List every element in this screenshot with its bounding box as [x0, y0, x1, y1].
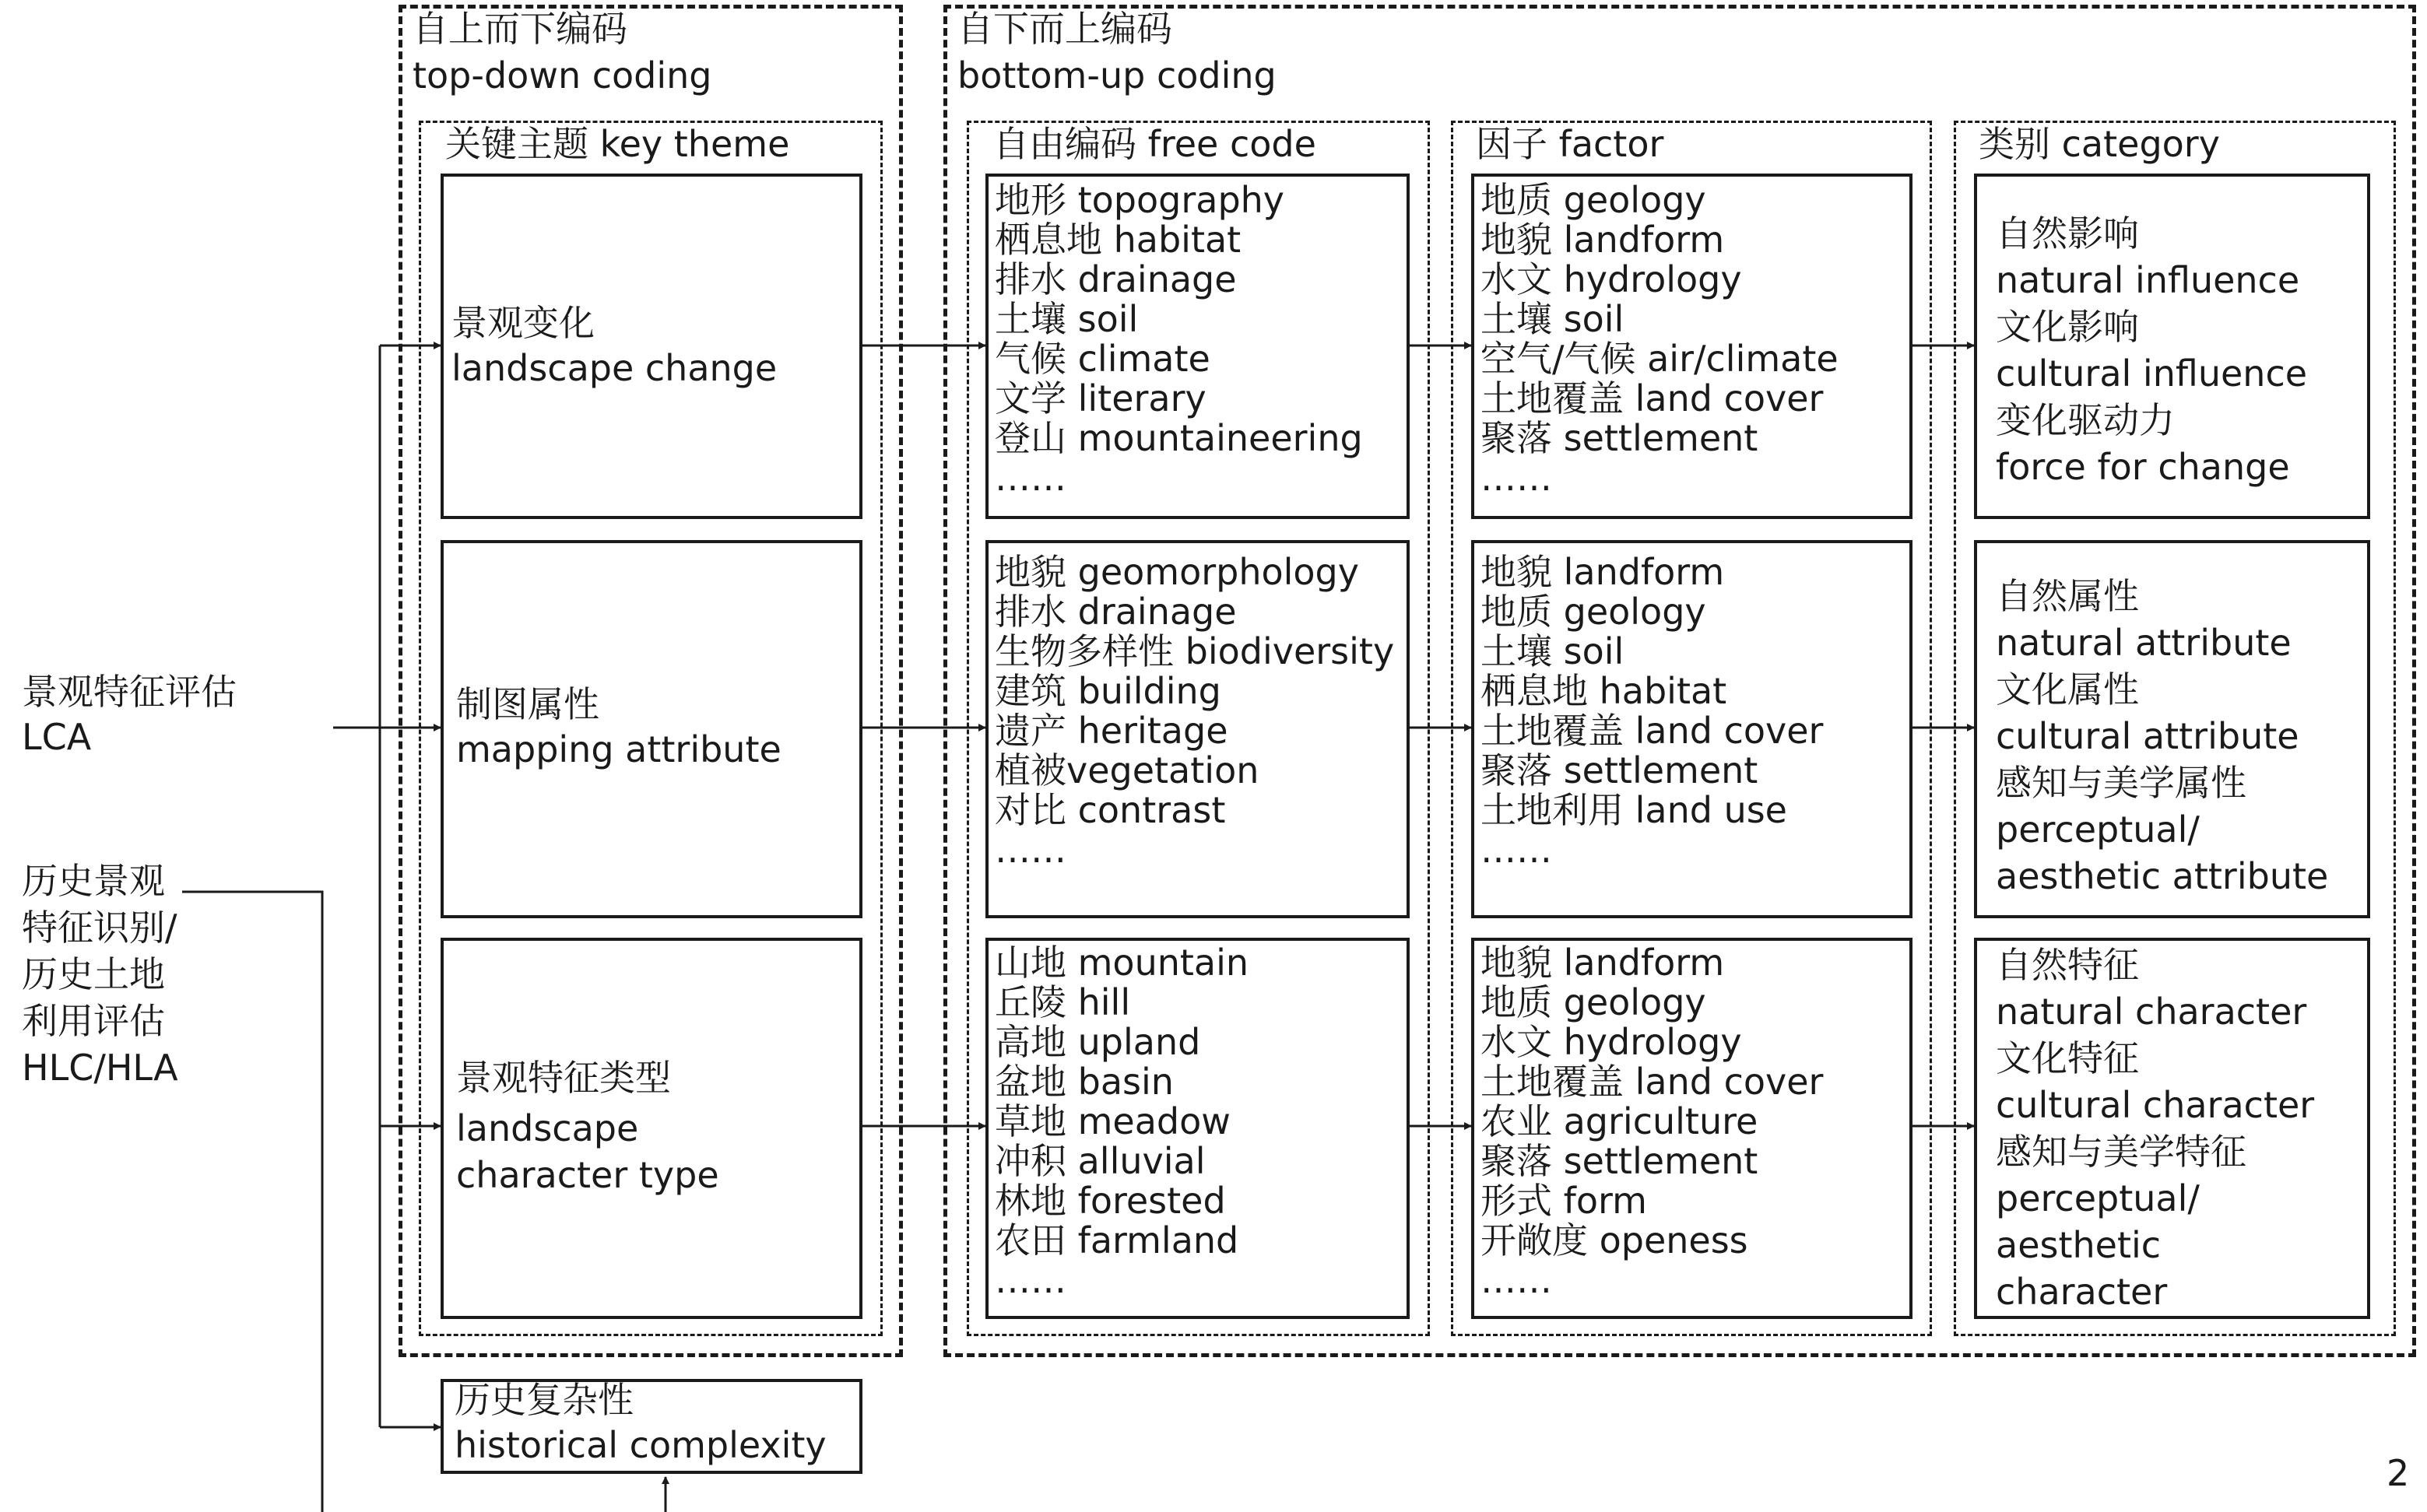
historical-complexity-zh: 历史复杂性	[455, 1379, 634, 1421]
factor-list-2: 地貌 landform 地质 geology 土壤 soil 栖息地 habitat 土地覆盖 land cover 聚落 settlement 土地利用 land use ……	[1480, 551, 1824, 871]
theme-mapping-attribute-zh: 制图属性	[456, 683, 599, 725]
theme-landscape-change-en: landscape change	[451, 347, 778, 389]
category-list-3: 自然特征 natural character 文化特征 cultural character 感知与美学特征 perceptual/ aesthetic character	[1996, 944, 2315, 1313]
factor-list-3: 地貌 landform 地质 geology 水文 hydrology 土地覆盖 land cover 农业 agriculture 聚落 settlement 形式 form 开敞度 openess ……	[1480, 942, 1824, 1301]
category-list-2: 自然属性 natural attribute 文化属性 cultural attribute 感知与美学属性 perceptual/ aesthetic attribute	[1996, 575, 2329, 897]
factor-list-1: 地质 geology 地貌 landform 水文 hydrology 土壤 soil 空气/气候 air/climate 土地覆盖 land cover 聚落 settlement ……	[1480, 179, 1839, 499]
theme-box-landscape-change	[441, 174, 862, 519]
theme-mapping-attribute-en: mapping attribute	[456, 728, 781, 770]
category-label: 类别 category	[1979, 123, 2220, 165]
top-down-title-en: top-down coding	[413, 54, 712, 96]
bottom-up-title-en: bottom-up coding	[957, 54, 1277, 96]
free-code-label: 自由编码 free code	[993, 123, 1316, 165]
factor-label: 因子 factor	[1476, 123, 1664, 165]
figure-number: 2	[2387, 1452, 2410, 1494]
theme-landscape-change-zh: 景观变化	[451, 302, 595, 344]
theme-character-type-en: landscape character type	[456, 1107, 719, 1196]
free-code-list-3: 山地 mountain 丘陵 hill 高地 upland 盆地 basin 草地 meadow 冲积 alluvial 林地 forested 农田 farmland ……	[995, 942, 1249, 1301]
bottom-up-title-zh: 自下而上编码	[957, 8, 1172, 50]
key-theme-label: 关键主题 key theme	[445, 123, 790, 165]
free-code-list-1: 地形 topography 栖息地 habitat 排水 drainage 土壤 soil 气候 climate 文学 literary 登山 mountaineering ……	[995, 179, 1363, 499]
theme-character-type-zh: 景观特征类型	[456, 1057, 671, 1099]
top-down-title-zh: 自上而下编码	[413, 8, 627, 50]
category-list-1: 自然影响 natural influence 文化影响 cultural influence 变化驱动力 force for change	[1996, 212, 2308, 488]
hlc-input-label: 历史景观 特征识别/ 历史土地 利用评估 HLC/HLA	[22, 860, 178, 1089]
historical-complexity-en: historical complexity	[455, 1424, 827, 1466]
lca-input-label: 景观特征评估 LCA	[22, 671, 237, 758]
free-code-list-2: 地貌 geomorphology 排水 drainage 生物多样性 biodiversity 建筑 building 遗产 heritage 植被vegetation 对比 contrast ……	[995, 551, 1395, 871]
